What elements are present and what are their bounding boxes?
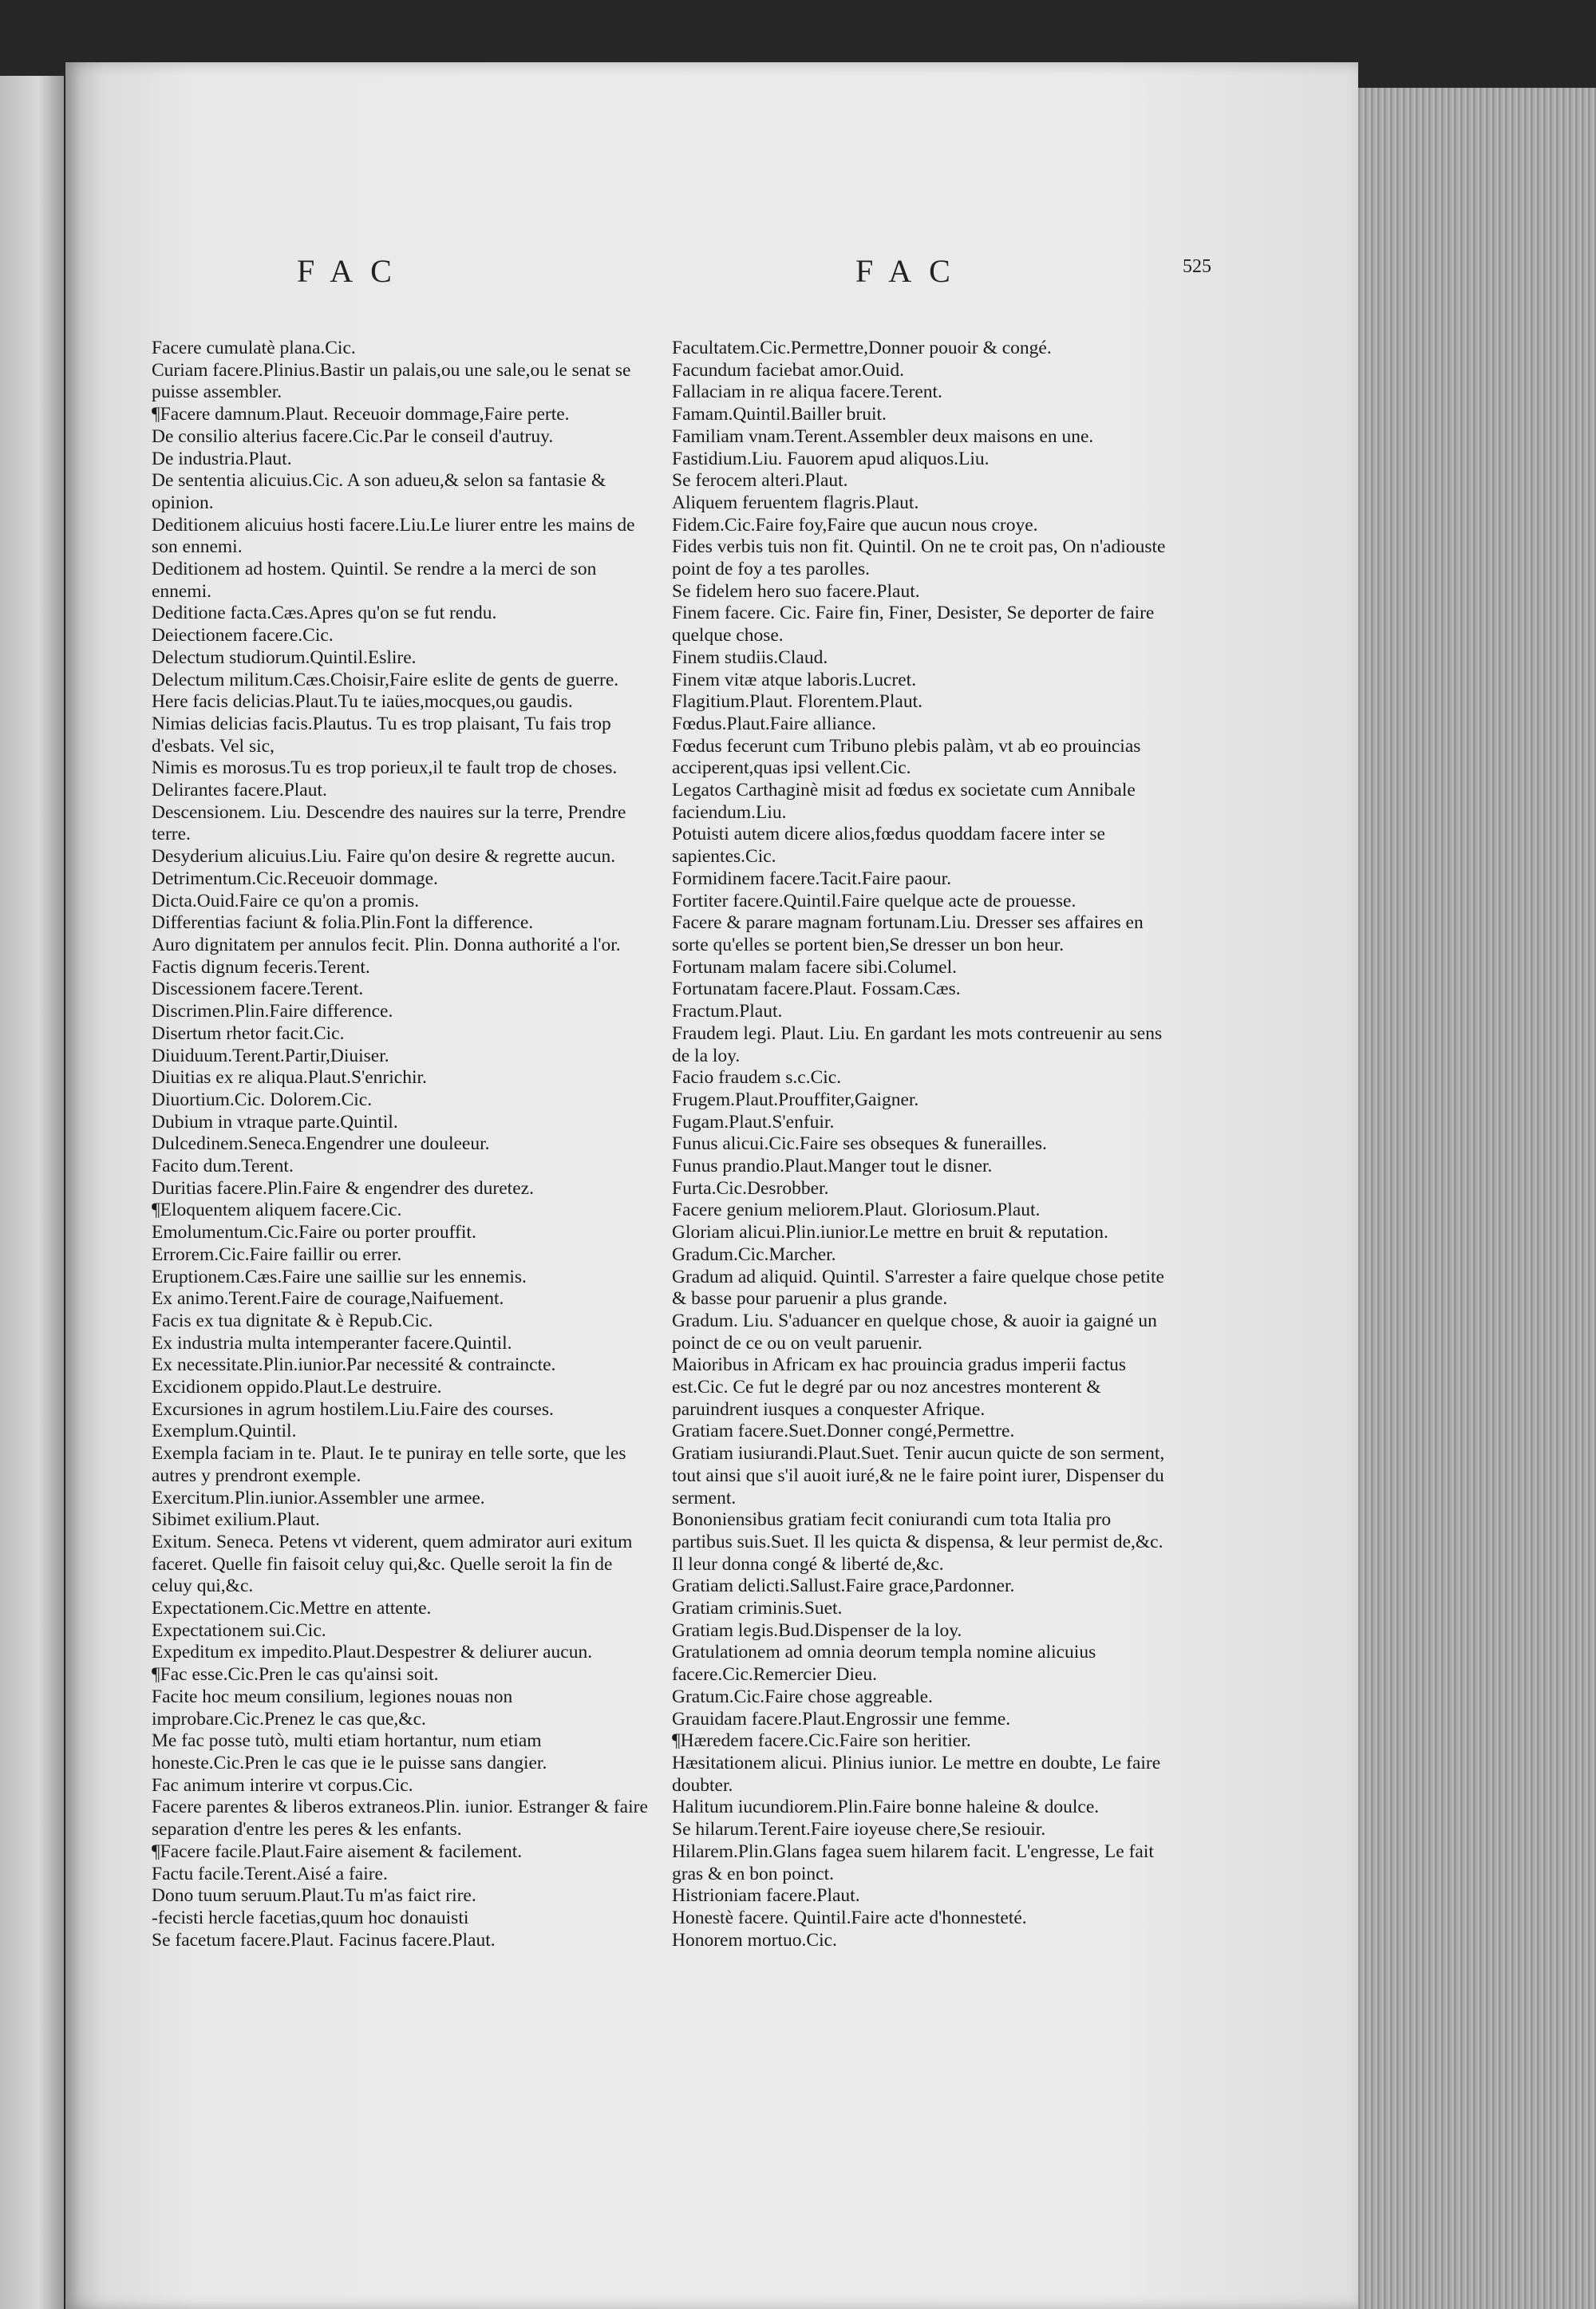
dictionary-entry: Aliquem feruentem flagris.Plaut.	[672, 492, 919, 513]
dictionary-entry: Me fac posse tutò, multi etiam hortantur, num etiam honeste.Cic.Pren le cas que ie le puisse sans dangier.	[152, 1730, 547, 1773]
dictionary-entry: Exercitum.Plin.iunior.Assembler une armee.	[152, 1487, 485, 1508]
page-stack-edges	[1349, 88, 1596, 2309]
dictionary-entry: Facundum faciebat amor.Ouid.	[672, 359, 905, 381]
dictionary-entry: Legatos Carthaginè misit ad fœdus ex societate cum Annibale faciendum.Liu.	[672, 780, 1136, 823]
dictionary-entry: Honestè facere. Quintil.Faire acte d'honnesteté.	[672, 1907, 1027, 1928]
dictionary-entry: Excursiones in agrum hostilem.Liu.Faire des courses.	[152, 1398, 554, 1420]
dictionary-entry: Expectationem sui.Cic.	[152, 1619, 326, 1641]
dictionary-entry: Ex necessitate.Plin.iunior.Par necessité & contraincte.	[152, 1354, 556, 1376]
dictionary-entry: ¶Facere damnum.Plaut. Receuoir dommage,Faire perte.	[152, 404, 570, 425]
dictionary-entry: Auro dignitatem per annulos fecit. Plin. Donna authorité a l'or. Factis dignum feceris.Terent.	[152, 934, 621, 978]
dictionary-entry: Fœdus fecerunt cum Tribuno plebis palàm, vt ab eo prouincias acciperent,quas ipsi vellent.Cic.	[672, 735, 1141, 779]
left-column	[152, 338, 653, 1951]
dictionary-entry: Gratum.Cic.Faire chose aggreable.	[672, 1686, 933, 1707]
dictionary-entry: Finem studiis.Claud.	[672, 646, 828, 668]
dictionary-entry: Facio fraudem s.c.Cic.	[672, 1067, 842, 1089]
dictionary-entry: Diuitias ex re aliqua.Plaut.S'enrichir.	[152, 1067, 427, 1089]
dictionary-entry: Deditionem alicuius hosti facere.Liu.Le liurer entre les mains de son ennemi.	[152, 514, 635, 558]
dictionary-entry: Factu facile.Terent.Aisé a faire.	[152, 1863, 388, 1884]
dictionary-entry: Fœdus.Plaut.Faire alliance.	[672, 713, 876, 734]
dictionary-entry: Curiam facere.Plinius.Bastir un palais,ou une sale,ou le senat se puisse assembler.	[152, 359, 631, 403]
dictionary-entry: Gratulationem ad omnia deorum templa nomine alicuius facere.Cic.Remercier Dieu.	[672, 1642, 1096, 1686]
dictionary-entry: Fortunatam facere.Plaut. Fossam.Cæs.	[672, 979, 961, 1000]
dictionary-entry: Facito dum.Terent.	[152, 1156, 294, 1177]
dictionary-entry: Exempla faciam in te. Plaut. Ie te puniray en telle sorte, que les autres y prendront exemple.	[152, 1443, 626, 1486]
dictionary-entry: Halitum iucundiorem.Plin.Faire bonne haleine & doulce.	[672, 1797, 1100, 1818]
dictionary-entry: Discrimen.Plin.Faire difference.	[152, 1001, 393, 1022]
running-header-left: FAC	[297, 253, 409, 289]
dictionary-entry: Gratiam iusiurandi.Plaut.Suet. Tenir aucun quicte de son serment, tout ainsi que s'il auoit iuré,& ne le faire point iurer, Dispenser du serment.	[672, 1443, 1165, 1508]
dictionary-entry: De consilio alterius facere.Cic.Par le conseil d'autruy.	[152, 425, 554, 447]
dictionary-entry: Se fidelem hero suo facere.Plaut.	[672, 580, 920, 602]
dictionary-entry: Fallaciam in re aliqua facere.Terent.	[672, 382, 942, 403]
dictionary-entry: Diuiduum.Terent.Partir,Diuiser.	[152, 1045, 389, 1066]
dictionary-entry: Deditione facta.Cæs.Apres qu'on se fut rendu.	[152, 603, 497, 624]
dictionary-entry: Eruptionem.Cæs.Faire une saillie sur les ennemis.	[152, 1266, 527, 1287]
dictionary-entry: Exemplum.Quintil.	[152, 1421, 297, 1442]
dictionary-entry: Famam.Quintil.Bailler bruit.	[672, 404, 887, 425]
dictionary-entry: Gratiam delicti.Sallust.Faire grace,Pardonner.	[672, 1576, 1015, 1597]
dictionary-entry: Disertum rhetor facit.Cic.	[152, 1022, 345, 1044]
dictionary-entry: Finem facere. Cic. Faire fin, Finer, Desister, Se deporter de faire quelque chose.	[672, 603, 1155, 646]
dictionary-entry: Expeditum ex impedito.Plaut.Despestrer & deliurer aucun.	[152, 1642, 593, 1663]
dictionary-entry: Formidinem facere.Tacit.Faire paour.	[672, 868, 952, 889]
dictionary-entry: Hæsitationem alicui. Plinius iunior. Le mettre en doubte, Le faire doubter.	[672, 1753, 1161, 1796]
dictionary-entry: -fecisti hercle facetias,quum hoc donauisti	[152, 1907, 469, 1928]
dictionary-entry: Facis ex tua dignitate & è Repub.Cic.	[152, 1310, 433, 1331]
dictionary-entry: Duritias facere.Plin.Faire & engendrer des duretez.	[152, 1177, 534, 1199]
dictionary-entry: Gradum. Liu. S'aduancer en quelque chose, & auoir ia gaigné un poinct de ce ou on veult paruenir.	[672, 1310, 1157, 1354]
dictionary-entry: Gratiam facere.Suet.Donner congé,Permettre.	[672, 1421, 1015, 1442]
dictionary-entry: Sibimet exilium.Plaut.	[152, 1509, 320, 1531]
running-header-right: FAC	[855, 253, 968, 289]
dictionary-entry: Gratiam criminis.Suet.	[672, 1598, 843, 1619]
right-column	[672, 338, 1173, 1951]
dictionary-entry: Gradum.Cic.Marcher.	[672, 1243, 836, 1265]
book-page	[65, 62, 1358, 2309]
dictionary-entry: Funus prandio.Plaut.Manger tout le disner.	[672, 1156, 993, 1177]
dictionary-entry: Nimias delicias facis.Plautus. Tu es trop plaisant, Tu fais trop d'esbats. Vel sic,	[152, 713, 611, 757]
dictionary-entry: Grauidam facere.Plaut.Engrossir une femme.	[672, 1708, 1011, 1730]
dictionary-entry: Facite hoc meum consilium, legiones nouas non improbare.Cic.Prenez le cas que,&c.	[152, 1686, 513, 1730]
dictionary-entry: ¶Hæredem facere.Cic.Faire son heritier.	[672, 1730, 971, 1752]
dictionary-entry: Excidionem oppido.Plaut.Le destruire.	[152, 1377, 442, 1398]
dictionary-entry: ¶Fac esse.Cic.Pren le cas qu'ainsi soit.	[152, 1664, 439, 1686]
dictionary-entry: De sententia alicuius.Cic. A son adueu,& selon sa fantasie & opinion.	[152, 470, 606, 513]
dictionary-entry: Here facis delicias.Plaut.Tu te iaües,mocques,ou gaudis.	[152, 691, 573, 713]
dictionary-entry: Descensionem. Liu. Descendre des nauires sur la terre, Prendre terre.	[152, 801, 626, 845]
dictionary-entry: Fortiter facere.Quintil.Faire quelque acte de prouesse.	[672, 890, 1077, 911]
dictionary-entry: Potuisti autem dicere alios,fœdus quoddam facere inter se sapientes.Cic.	[672, 824, 1105, 868]
dictionary-entry: Exitum. Seneca. Petens vt viderent, quem admirator auri exitum faceret. Quelle fin faisoit celuy qui,&c. Quelle seroit la fin de celuy qui,&c.	[152, 1531, 633, 1597]
dictionary-entry: Frugem.Plaut.Prouffiter,Gaigner.	[672, 1089, 919, 1110]
dictionary-entry: De industria.Plaut.	[152, 448, 292, 469]
dictionary-entry: Deiectionem facere.Cic.	[152, 625, 334, 646]
dictionary-entry: Ex animo.Terent.Faire de courage,Naifuement.	[152, 1288, 504, 1310]
dictionary-entry: Diuortium.Cic. Dolorem.Cic.	[152, 1089, 373, 1110]
dictionary-entry: Discessionem facere.Terent.	[152, 979, 364, 1000]
dictionary-entry: Hilarem.Plin.Glans fagea suem hilarem facit. L'engresse, Le fait gras & en bon poinct.	[672, 1840, 1154, 1884]
dictionary-entry: Fac animum interire vt corpus.Cic.	[152, 1774, 413, 1796]
dictionary-entry: Delectum studiorum.Quintil.Eslire.	[152, 646, 417, 668]
dictionary-entry: Maioribus in Africam ex hac prouincia gradus imperii factus est.Cic. Ce fut le degré par ou noz ancestres monterent & paruindrent iusques a conquester Afrique.	[672, 1354, 1127, 1420]
dictionary-entry: Fidem.Cic.Faire foy,Faire que aucun nous croye.	[672, 514, 1038, 536]
dictionary-entry: Delectum militum.Cæs.Choisir,Faire eslite de gents de guerre.	[152, 669, 619, 690]
dictionary-entry: Furta.Cic.Desrobber.	[672, 1177, 829, 1199]
dictionary-entry: Fugam.Plaut.S'enfuir.	[672, 1111, 835, 1133]
dictionary-entry: Ex industria multa intemperanter facere.Quintil.	[152, 1332, 512, 1354]
dictionary-entry: Detrimentum.Cic.Receuoir dommage.	[152, 868, 438, 889]
dictionary-entry: Expectationem.Cic.Mettre en attente.	[152, 1598, 432, 1619]
dictionary-entry: ¶Facere facile.Plaut.Faire aisement & facilement.	[152, 1840, 523, 1862]
dictionary-entry: Dicta.Ouid.Faire ce qu'on a promis.	[152, 890, 420, 911]
dictionary-entry: Deditionem ad hostem. Quintil. Se rendre a la merci de son ennemi.	[152, 559, 597, 602]
dictionary-entry: Histrioniam facere.Plaut.	[672, 1885, 860, 1907]
dictionary-entry: Gratiam legis.Bud.Dispenser de la loy.	[672, 1619, 962, 1641]
dictionary-entry: Facere genium meliorem.Plaut. Gloriosum.Plaut.	[672, 1200, 1041, 1221]
dictionary-entry: Finem vitæ atque laboris.Lucret.	[672, 669, 917, 690]
dictionary-entry: Facere & parare magnam fortunam.Liu. Dresser ses affaires en sorte qu'elles se portent bien,Se dresser un bon heur.	[672, 912, 1144, 955]
dictionary-entry: Facere cumulatè plana.Cic.	[152, 338, 356, 358]
dictionary-entry: Gradum ad aliquid. Quintil. S'arrester a faire quelque chose petite & basse pour paruenir a plus grande.	[672, 1266, 1164, 1310]
dictionary-entry: Flagitium.Plaut. Florentem.Plaut.	[672, 691, 922, 713]
dictionary-entry: Nimis es morosus.Tu es trop porieux,il te fault trop de choses.	[152, 757, 618, 779]
dictionary-entry: Bononiensibus gratiam fecit coniurandi cum tota Italia pro partibus suis.Suet. Il les quicta & dispensa, & leur permist de,&c. Il leur donna congé & liberté de,&c.	[672, 1509, 1163, 1575]
dictionary-entry: Emolumentum.Cic.Faire ou porter prouffit.	[152, 1222, 476, 1243]
dictionary-entry: Differentias faciunt & folia.Plin.Font la difference.	[152, 912, 534, 934]
dictionary-entry: Fractum.Plaut.	[672, 1001, 783, 1022]
dictionary-entry: Se hilarum.Terent.Faire ioyeuse chere,Se resiouir.	[672, 1819, 1046, 1840]
dictionary-entry: ¶Eloquentem aliquem facere.Cic.	[152, 1200, 402, 1221]
dictionary-entry: Familiam vnam.Terent.Assembler deux maisons en une.	[672, 425, 1094, 447]
dictionary-entry: Fortunam malam facere sibi.Columel.	[672, 956, 957, 978]
dictionary-entry: Fraudem legi. Plaut. Liu. En gardant les mots contreuenir au sens de la loy.	[672, 1022, 1163, 1066]
dictionary-entry: Se facetum facere.Plaut. Facinus facere.Plaut.	[152, 1929, 496, 1951]
dictionary-entry: Desyderium alicuius.Liu. Faire qu'on desire & regrette aucun.	[152, 846, 616, 868]
dictionary-entry: Facultatem.Cic.Permettre,Donner pouoir & congé.	[672, 338, 1052, 358]
dictionary-entry: Funus alicui.Cic.Faire ses obseques & funerailles.	[672, 1133, 1047, 1155]
left-page-edge	[0, 76, 64, 2309]
dictionary-entry: Dulcedinem.Seneca.Engendrer une douleeur.	[152, 1133, 490, 1155]
dictionary-entry: Facere parentes & liberos extraneos.Plin. iunior. Estranger & faire separation d'entre les peres & les enfants.	[152, 1797, 648, 1840]
dictionary-entry: Errorem.Cic.Faire faillir ou errer.	[152, 1243, 402, 1265]
dictionary-entry: Fastidium.Liu. Fauorem apud aliquos.Liu.	[672, 448, 990, 469]
dictionary-entry: Dono tuum seruum.Plaut.Tu m'as faict rire.	[152, 1885, 476, 1907]
page-number: 525	[1183, 256, 1211, 277]
dictionary-entry: Fides verbis tuis non fit. Quintil. On ne te croit pas, On n'adiouste point de foy a tes parolles.	[672, 536, 1166, 580]
dictionary-entry: Gloriam alicui.Plin.iunior.Le mettre en bruit & reputation.	[672, 1222, 1108, 1243]
dictionary-entry: Honorem mortuo.Cic.	[672, 1929, 837, 1951]
dictionary-entry: Dubium in vtraque parte.Quintil.	[152, 1111, 398, 1133]
dictionary-entry: Se ferocem alteri.Plaut.	[672, 470, 848, 492]
dictionary-entry: Delirantes facere.Plaut.	[152, 780, 327, 801]
